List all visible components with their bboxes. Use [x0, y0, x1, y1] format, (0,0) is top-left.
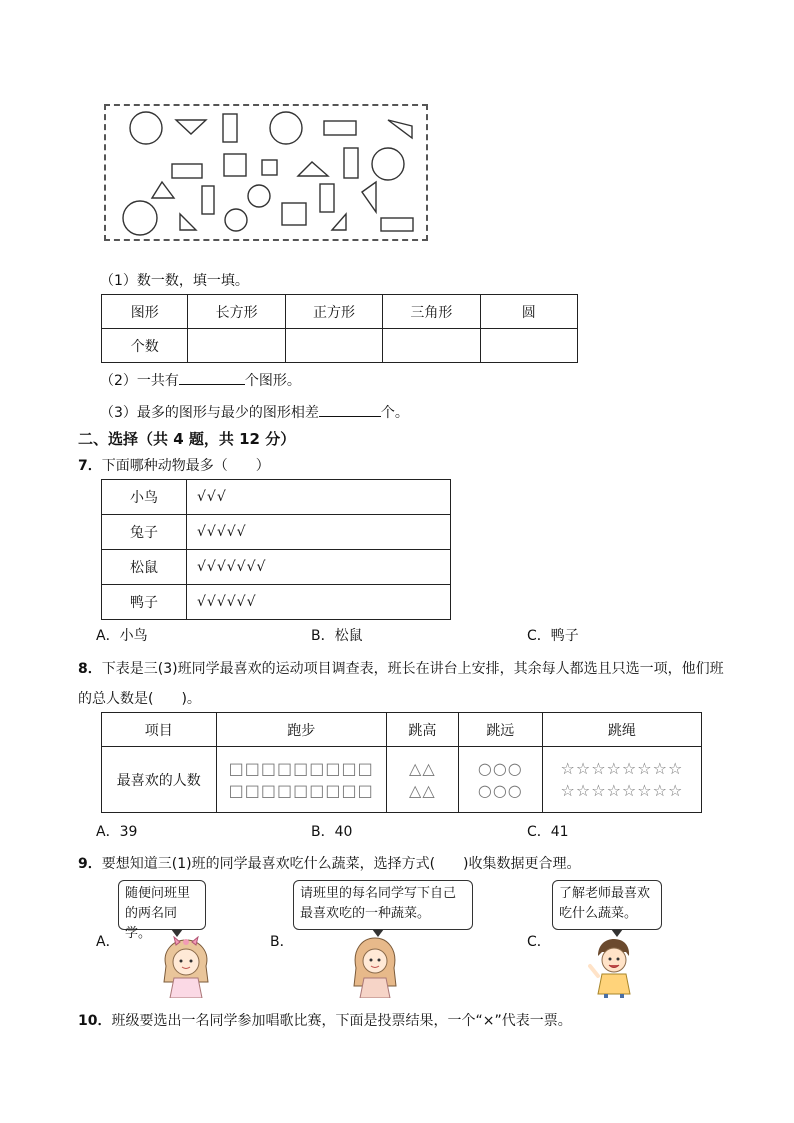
option-a[interactable]: A．小鸟 — [96, 628, 148, 644]
q8-question-line1 — [78, 658, 724, 678]
q6-sub2-prefix: （2）一共有 — [100, 373, 179, 389]
triangle-shape — [180, 214, 196, 230]
circle-symbols: ○○○ — [477, 780, 523, 800]
rectangle-shape — [223, 114, 237, 142]
answer-cell[interactable] — [480, 329, 577, 363]
table-header-cell: 跳远 — [458, 713, 542, 747]
circle-shape — [225, 209, 247, 231]
table-header-cell: 长方形 — [188, 295, 285, 329]
table-header-cell: 跑步 — [216, 713, 386, 747]
high-jump-cell — [386, 747, 458, 813]
question-text: 班级要选出一名同学参加唱歌比赛，下面是投票结果，一个“×”代表一票。 — [111, 1013, 572, 1029]
tally-marks: √√√√√√√ — [187, 550, 451, 585]
triangle-shape — [388, 120, 412, 138]
rectangle-shape — [172, 164, 202, 178]
option-a[interactable]: A．39 — [96, 824, 138, 840]
bubble-text: 请班里的每名同学写下自己最喜欢吃的一种蔬菜。 — [300, 886, 457, 921]
circle-shape — [248, 185, 270, 207]
option-a[interactable]: A． — [96, 934, 120, 950]
rectangle-shape — [320, 184, 334, 212]
q6-sub3-suffix: 个。 — [380, 405, 409, 421]
bubble-text: 了解老师最喜欢吃什么蔬菜。 — [559, 886, 651, 921]
option-c[interactable]: C．41 — [527, 824, 569, 840]
triangle-symbols: △△ — [409, 780, 436, 800]
q9-question — [78, 853, 581, 873]
bubble-text: 随便问班里的两名同学。 — [125, 886, 191, 941]
answer-cell[interactable] — [383, 329, 480, 363]
table-header-cell: 三角形 — [383, 295, 480, 329]
answer-cell[interactable] — [285, 329, 382, 363]
table-header-cell: 跳高 — [386, 713, 458, 747]
triangle-shape — [152, 182, 174, 198]
question-text: 下表是三(3)班同学最喜欢的运动项目调查表，班长在讲台上安排，其余每人都选且只选一项，他们班 — [101, 661, 724, 677]
option-b[interactable]: B．40 — [311, 824, 353, 840]
question-text: 下面哪种动物最多（ ） — [101, 458, 270, 474]
q8-survey-table — [101, 712, 702, 813]
circle-symbols: ○○○ — [477, 758, 523, 778]
star-symbols: ☆☆☆☆☆☆☆☆ — [560, 780, 684, 800]
table-row-label: 最喜欢的人数 — [102, 747, 217, 813]
rectangle-shape — [381, 218, 413, 231]
option-c[interactable]: C．鸭子 — [527, 628, 579, 644]
table-header-cell: 圆 — [480, 295, 577, 329]
table-row-label: 个数 — [102, 329, 188, 363]
long-jump-cell — [458, 747, 542, 813]
rectangle-shape — [202, 186, 214, 214]
q6-sub2 — [100, 370, 301, 390]
option-b[interactable]: B． — [270, 934, 294, 950]
animal-label: 兔子 — [102, 515, 187, 550]
option-c[interactable]: C． — [527, 934, 551, 950]
rectangle-shape — [324, 121, 356, 135]
jump-rope-cell — [542, 747, 701, 813]
animal-label: 鸭子 — [102, 585, 187, 620]
boy-illustration — [588, 936, 638, 998]
star-symbols: ☆☆☆☆☆☆☆☆ — [560, 758, 684, 778]
tally-marks: √√√ — [187, 480, 451, 515]
q6-sub3 — [100, 402, 409, 422]
shapes-figure — [104, 104, 428, 241]
circle-shape — [372, 148, 404, 180]
q6-count-table — [101, 294, 578, 363]
question-number: 7． — [78, 458, 102, 474]
section-title: 二、选择（共 4 题，共 12 分） — [78, 430, 296, 448]
running-cell — [216, 747, 386, 813]
square-symbols: □□□□□□□□□ — [228, 758, 374, 778]
question-number: 10． — [78, 1013, 112, 1029]
square-shape — [282, 203, 306, 225]
q6-sub2-suffix: 个图形。 — [244, 373, 301, 389]
triangle-symbols: △△ — [409, 758, 436, 778]
animal-label: 松鼠 — [102, 550, 187, 585]
circle-shape — [270, 112, 302, 144]
q6-sub3-prefix: （3）最多的图形与最少的图形相差 — [100, 405, 319, 421]
triangle-shape — [332, 214, 346, 230]
tally-marks: √√√√√√ — [187, 585, 451, 620]
speech-bubble — [118, 880, 206, 941]
square-shape — [262, 160, 277, 175]
question-number: 9． — [78, 856, 102, 872]
rectangle-shape — [344, 148, 358, 178]
q6-sub1: （1）数一数，填一填。 — [100, 273, 249, 289]
option-b[interactable]: B．松鼠 — [311, 628, 363, 644]
triangle-shape — [176, 120, 206, 134]
answer-blank[interactable] — [319, 402, 381, 417]
answer-cell[interactable] — [188, 329, 285, 363]
answer-blank[interactable] — [179, 370, 245, 385]
speech-bubble — [552, 880, 662, 930]
triangle-shape — [298, 162, 328, 176]
question-number: 8． — [78, 661, 102, 677]
shapes-drawing — [106, 106, 430, 243]
square-shape — [224, 154, 246, 176]
circle-shape — [130, 112, 162, 144]
girl-with-bow-illustration — [158, 936, 214, 998]
square-symbols: □□□□□□□□□ — [228, 780, 374, 800]
animal-label: 小鸟 — [102, 480, 187, 515]
circle-shape — [123, 201, 157, 235]
table-header-cell: 项目 — [102, 713, 217, 747]
table-header-cell: 正方形 — [285, 295, 382, 329]
tally-marks: √√√√√ — [187, 515, 451, 550]
q8-question-line2: 的总人数是( )。 — [78, 691, 201, 707]
q7-tally-table — [101, 479, 451, 620]
table-header-cell: 跳绳 — [542, 713, 701, 747]
q7-question — [78, 455, 270, 475]
q10-question — [78, 1010, 572, 1030]
speech-bubble — [293, 880, 473, 930]
triangle-shape — [362, 182, 376, 212]
question-text: 要想知道三(1)班的同学最喜欢吃什么蔬菜，选择方式( )收集数据更合理。 — [101, 856, 581, 872]
girl-illustration — [350, 936, 400, 998]
table-header-cell: 图形 — [102, 295, 188, 329]
